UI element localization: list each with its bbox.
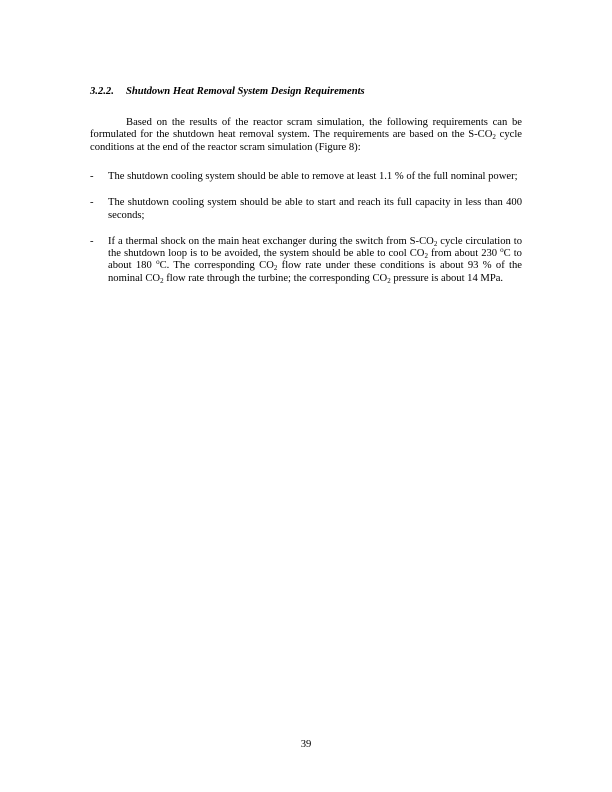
intro-paragraph: [90, 117, 522, 154]
requirement-text: The shutdown cooling system should be able to start and reach its full capacity in less than 400 seconds;: [108, 197, 522, 221]
bullet-dash: -: [90, 235, 94, 247]
section-heading: [90, 86, 530, 98]
page-number: 39: [300, 739, 312, 750]
requirement-text: If a thermal shock on the main heat exchanger during the switch from $S-CO_2$ cycle circulation to the shutdown loop is to be avoided, the system should be able to cool $CO_2$ from about 230 $^o$C to about 180 $^o$C. The corresponding $CO_2$ flow rate under these conditions is about 93 % of the nominal $CO_2$ flow rate through the turbine; the corresponding $CO_2$ pressure is about 14 MPa.: [108, 235, 522, 285]
intro-text-2: cycle conditions at the end of the reactor scram simulation (Figure 8):: [90, 129, 522, 153]
requirement-text: The shutdown cooling system should be able to remove at least 1.1 % of the full nominal power;: [108, 171, 518, 182]
intro-subscript: 2: [492, 133, 496, 142]
list-item: [90, 236, 522, 285]
bullet-dash: -: [90, 171, 94, 182]
bullet-dash: -: [90, 197, 94, 209]
section-number: 3.2.2.: [90, 86, 114, 97]
requirements-list: [90, 171, 522, 299]
list-item: [90, 197, 522, 222]
section-title: Shutdown Heat Removal System Design Requirements: [126, 86, 365, 97]
intro-text-1: Based on the results of the reactor scram simulation, the following requirements can be formulated for the shutdown heat removal system. The requirements are based on the S-CO: [90, 117, 522, 141]
list-item: [90, 171, 522, 183]
